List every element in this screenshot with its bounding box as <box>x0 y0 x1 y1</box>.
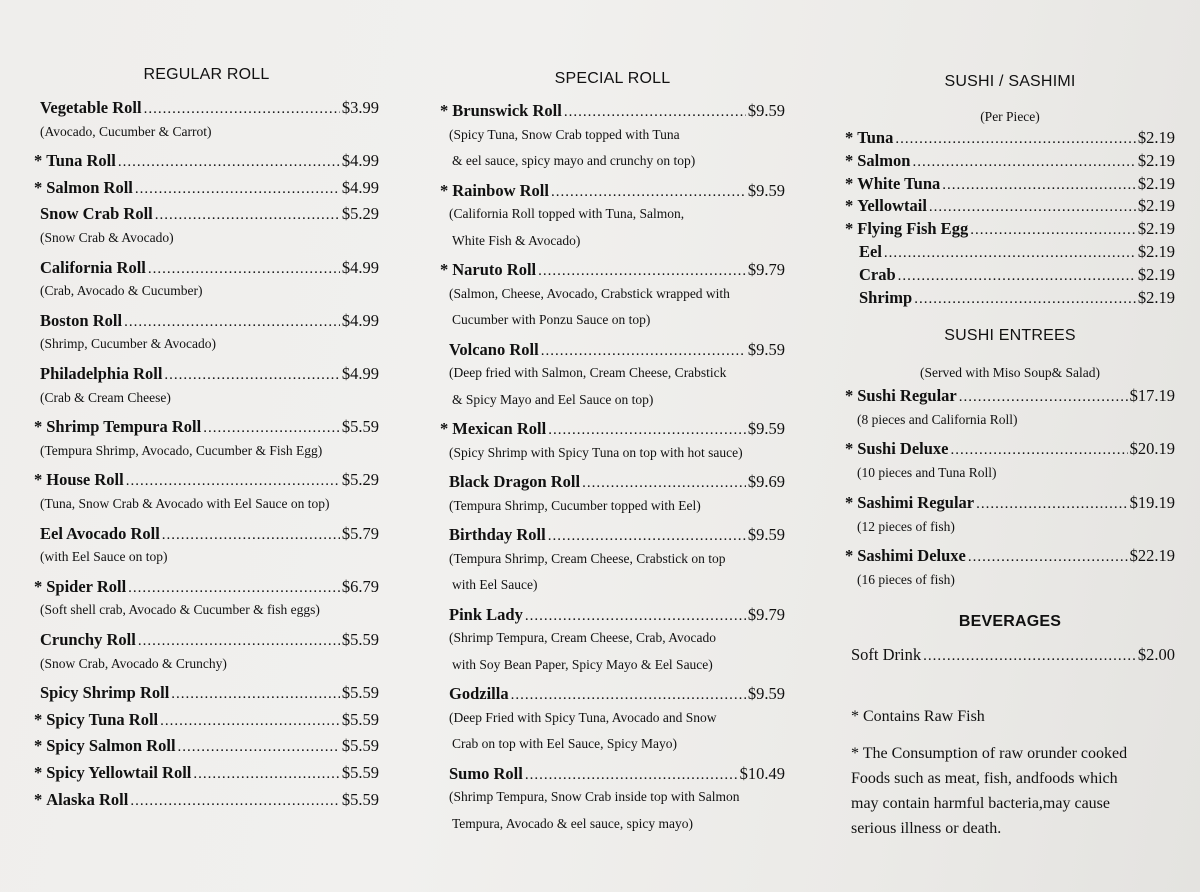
menu-item-price: $2.19 <box>1137 128 1175 147</box>
raw-fish-note: * Contains Raw Fish <box>851 708 985 725</box>
menu-item-name <box>34 710 158 730</box>
dot-leader <box>548 422 746 439</box>
menu-item-label: Crunchy Roll <box>40 630 136 649</box>
raw-fish-asterisk: * <box>845 219 854 239</box>
menu-item-price: $9.59 <box>747 339 785 359</box>
menu-item-name <box>440 181 549 201</box>
menu-item-name <box>34 178 133 198</box>
dot-leader <box>541 343 746 360</box>
dot-leader <box>130 793 340 810</box>
menu-item-name <box>845 288 912 308</box>
menu-item-description: (Tuna, Snow Crab & Avocado with Eel Sauce on top) <box>40 496 330 511</box>
menu-item-description: (Crab & Cream Cheese) <box>40 389 171 405</box>
menu-item-price: $9.59 <box>747 419 785 438</box>
menu-item-description: Cucumber with Ponzu Sauce on top) <box>452 312 651 327</box>
menu-item-row <box>34 151 379 177</box>
menu-item-label: Spicy Shrimp Roll <box>40 683 170 703</box>
dot-leader <box>162 527 340 544</box>
menu-item-price: $10.49 <box>739 763 785 783</box>
menu-item-name <box>845 546 966 566</box>
menu-item-description: (Avocado, Cucumber & Carrot) <box>40 123 212 139</box>
menu-item-row <box>845 288 1175 314</box>
raw-fish-asterisk: * <box>34 151 43 171</box>
menu-item-price: $2.00 <box>1137 645 1175 664</box>
dot-leader <box>914 291 1136 308</box>
menu-item-description: (12 pieces of fish) <box>857 518 955 534</box>
dot-leader <box>171 686 340 703</box>
menu-item-name <box>34 311 122 331</box>
dot-leader <box>976 496 1127 513</box>
dot-leader <box>164 367 339 384</box>
menu-item-label: Spicy Yellowtail Roll <box>46 763 192 782</box>
consumption-warning <box>851 741 1175 841</box>
menu-item-price: $9.69 <box>747 472 785 491</box>
menu-item-price: $4.99 <box>341 364 379 383</box>
menu-item-description: (Spicy Tuna, Snow Crab topped with Tuna <box>449 126 680 142</box>
menu-item-price: $4.99 <box>341 151 379 171</box>
menu-item-label: House Roll <box>46 470 124 490</box>
menu-item-label: Salmon <box>857 150 911 170</box>
menu-item-description: (with Eel Sauce on top) <box>40 549 168 565</box>
menu-item-label: Spider Roll <box>46 576 127 596</box>
menu-item-price: $5.59 <box>341 683 379 703</box>
menu-item-description: & eel sauce, spicy mayo and crunchy on top) <box>452 153 696 168</box>
menu-item-description: (8 pieces and California Roll) <box>857 412 1018 427</box>
menu-item-name <box>34 151 116 171</box>
raw-fish-asterisk: * <box>440 101 449 120</box>
menu-item-label: Salmon Roll <box>46 177 133 197</box>
raw-fish-asterisk: * <box>845 173 854 193</box>
menu-item-price: $2.19 <box>1137 287 1175 307</box>
menu-item-label: White Tuna <box>857 173 941 193</box>
warning-line: may contain harmful bacteria,may cause <box>851 795 1110 812</box>
menu-item-name <box>34 790 128 810</box>
menu-item-name <box>440 472 580 492</box>
menu-item-price: $20.19 <box>1129 439 1175 459</box>
menu-item-description: (Deep fried with Salmon, Cream Cheese, Crabstick <box>449 365 727 380</box>
menu-item-price: $2.19 <box>1137 219 1175 239</box>
warning-line: Foods such as meat, fish, andfoods which <box>851 770 1118 787</box>
menu-item-label: Soft Drink <box>851 645 922 664</box>
menu-item-name <box>440 101 562 121</box>
menu-item-name <box>34 736 176 756</box>
dot-leader <box>135 181 340 198</box>
menu-item-row <box>34 763 379 789</box>
dot-leader <box>155 207 340 224</box>
menu-item-price: $5.29 <box>341 204 379 224</box>
menu-item-name <box>34 630 136 650</box>
raw-fish-asterisk: * <box>845 439 854 459</box>
dot-leader <box>884 245 1136 262</box>
menu-item-description: White Fish & Avocado) <box>452 232 581 248</box>
menu-item-name <box>34 98 142 118</box>
dot-leader <box>950 442 1127 459</box>
menu-item-row <box>34 178 379 204</box>
menu-item-price: $2.19 <box>1137 173 1175 193</box>
raw-fish-asterisk: * <box>845 386 854 405</box>
dot-leader <box>525 608 746 625</box>
raw-fish-asterisk: * <box>34 736 43 756</box>
menu-item-label: Shrimp Tempura Roll <box>46 417 202 437</box>
menu-item-label: Crab <box>859 264 896 284</box>
dot-leader <box>912 154 1135 171</box>
special-roll-heading: SPECIAL ROLL <box>554 70 671 87</box>
menu-item-label: Sushi Deluxe <box>857 439 949 459</box>
menu-item-description: (Deep Fried with Spicy Tuna, Avocado and Snow <box>449 709 717 725</box>
raw-fish-asterisk: * <box>34 576 43 596</box>
dot-leader <box>929 199 1136 216</box>
menu-item-price: $9.59 <box>747 525 785 544</box>
menu-item-price: $6.79 <box>341 576 379 596</box>
menu-item-description: with Soy Bean Paper, Spicy Mayo & Eel Sauce) <box>452 656 713 672</box>
dot-leader <box>128 580 340 597</box>
menu-item-name <box>34 763 191 783</box>
dot-leader <box>551 184 746 201</box>
dot-leader <box>564 104 746 121</box>
menu-item-description: (Spicy Shrimp with Spicy Tuna on top with hot sauce) <box>449 444 743 460</box>
dot-leader <box>160 713 340 730</box>
menu-item-description: & Spicy Mayo and Eel Sauce on top) <box>452 391 654 407</box>
menu-item-label: Godzilla <box>449 684 509 703</box>
dot-leader <box>923 648 1136 665</box>
menu-item-description: (16 pieces of fish) <box>857 571 955 587</box>
menu-item-description: Tempura, Avocado & eel sauce, spicy mayo) <box>452 815 693 831</box>
menu-item-name <box>845 265 896 285</box>
menu-item-label: Mexican Roll <box>452 419 547 438</box>
regular-roll-heading: REGULAR ROLL <box>143 66 270 83</box>
menu-item-name <box>845 151 910 171</box>
menu-item-name <box>845 174 940 194</box>
menu-item-price: $3.99 <box>341 98 379 117</box>
raw-fish-asterisk: * <box>34 417 43 437</box>
raw-fish-asterisk: * <box>440 180 449 200</box>
menu-item-label: Yellowtail <box>857 196 927 216</box>
raw-fish-asterisk: * <box>845 545 854 565</box>
menu-item-description: (Salmon, Cheese, Avocado, Crabstick wrapped with <box>449 285 730 301</box>
menu-item-price: $17.19 <box>1129 386 1175 405</box>
raw-fish-asterisk: * <box>34 789 43 809</box>
menu-item-price: $9.59 <box>747 684 785 703</box>
menu-item-label: Tuna <box>857 128 894 147</box>
menu-item-price: $5.59 <box>341 709 379 729</box>
menu-item-name <box>440 605 523 625</box>
dot-leader <box>525 767 738 784</box>
raw-fish-asterisk: * <box>34 709 43 729</box>
dot-leader <box>203 420 340 437</box>
beverages-heading: BEVERAGES <box>958 613 1062 630</box>
menu-item-description: (10 pieces and Tuna Roll) <box>857 465 997 481</box>
menu-item-label: Black Dragon Roll <box>449 472 581 491</box>
menu-item-label: Sashimi Regular <box>857 492 975 512</box>
menu-item-row <box>34 790 379 816</box>
raw-fish-asterisk: * <box>440 260 449 279</box>
menu-item-name <box>34 470 124 490</box>
menu-item-description: (Tempura Shrimp, Avocado, Cucumber & Fish Egg) <box>40 442 323 458</box>
menu-item-label: Birthday Roll <box>449 525 546 544</box>
dot-leader <box>970 222 1136 239</box>
menu-item-label: Pink Lady <box>449 604 523 624</box>
raw-fish-asterisk: * <box>845 492 854 512</box>
menu-item-price: $5.29 <box>341 470 379 490</box>
dot-leader <box>124 314 340 331</box>
menu-item-description: (Shrimp Tempura, Cream Cheese, Crab, Avocado <box>449 630 716 645</box>
menu-item-price: $9.59 <box>747 180 785 200</box>
menu-item-name <box>34 577 126 597</box>
menu-item-description: (Snow Crab & Avocado) <box>40 230 174 245</box>
menu-item-price: $22.19 <box>1129 545 1175 565</box>
menu-item-description: (Snow Crab, Avocado & Crunchy) <box>40 655 227 671</box>
raw-fish-asterisk: * <box>845 128 854 147</box>
dot-leader <box>942 177 1136 194</box>
menu-item-name <box>34 524 160 544</box>
dot-leader <box>148 261 340 278</box>
menu-item-label: Sashimi Deluxe <box>857 545 966 565</box>
menu-item-label: Spicy Salmon Roll <box>46 736 176 756</box>
raw-fish-asterisk: * <box>845 150 854 170</box>
menu-item-name <box>845 242 882 262</box>
warning-line: * The Consumption of raw orunder cooked <box>851 745 1128 762</box>
menu-item-label: Naruto Roll <box>452 260 537 279</box>
dot-leader <box>144 101 340 118</box>
menu-item-description: (California Roll topped with Tuna, Salmon, <box>449 206 685 221</box>
menu-item-label: Boston Roll <box>40 310 123 330</box>
menu-item-label: Snow Crab Roll <box>40 204 153 224</box>
menu-item-name <box>440 525 546 545</box>
menu-item-row <box>34 683 379 709</box>
menu-item-label: Volcano Roll <box>449 339 539 359</box>
menu-item-price: $5.59 <box>341 417 379 437</box>
menu-item-price: $5.59 <box>341 630 379 649</box>
menu-item-price: $5.59 <box>341 736 379 756</box>
menu-item-description: (Tempura Shrimp, Cream Cheese, Crabstick on top <box>449 550 726 566</box>
menu-item-label: Shrimp <box>859 287 913 307</box>
menu-item-name <box>440 340 539 360</box>
menu-item-row <box>34 710 379 736</box>
menu-item-name <box>440 684 509 704</box>
menu-item-name <box>845 645 921 665</box>
dot-leader <box>511 687 746 704</box>
raw-fish-asterisk: * <box>440 419 449 438</box>
sushi-sashimi-subtitle: (Per Piece) <box>980 109 1040 124</box>
menu-item-label: Sumo Roll <box>449 763 523 783</box>
menu-item-label: Alaska Roll <box>46 789 129 809</box>
menu-item-label: Flying Fish Egg <box>857 219 969 239</box>
dot-leader <box>138 633 340 650</box>
dot-leader <box>126 473 340 490</box>
dot-leader <box>118 154 340 171</box>
warning-line: serious illness or death. <box>851 820 1002 837</box>
menu-item-row <box>34 736 379 762</box>
menu-item-description: (Crab, Avocado & Cucumber) <box>40 283 203 299</box>
menu-item-label: Spicy Tuna Roll <box>46 709 159 729</box>
menu-item-name <box>845 219 968 239</box>
menu-item-label: Tuna Roll <box>46 151 116 171</box>
raw-fish-asterisk: * <box>34 177 43 197</box>
raw-fish-asterisk: * <box>845 196 854 216</box>
menu-item-price: $9.79 <box>747 260 785 279</box>
menu-item-label: Philadelphia Roll <box>40 364 163 383</box>
menu-item-price: $4.99 <box>341 257 379 277</box>
menu-item-description: (Tempura Shrimp, Cucumber topped with Eel) <box>449 497 701 513</box>
menu-item-label: Rainbow Roll <box>452 180 549 200</box>
menu-item-name <box>440 260 536 280</box>
menu-item-name <box>34 364 162 384</box>
menu-item-name <box>440 419 546 439</box>
dot-leader <box>178 739 340 756</box>
menu-item-description: (Shrimp Tempura, Snow Crab inside top with Salmon <box>449 789 740 804</box>
menu-item-label: Eel <box>859 242 882 261</box>
menu-item-description: (Soft shell crab, Avocado & Cucumber & fish eggs) <box>40 602 320 618</box>
menu-item-price: $9.79 <box>747 604 785 624</box>
menu-item-description: (Shrimp, Cucumber & Avocado) <box>40 336 216 352</box>
menu-item-price: $5.59 <box>341 789 379 809</box>
menu-item-name <box>845 493 974 513</box>
sushi-sashimi-heading: SUSHI / SASHIMI <box>944 73 1076 90</box>
raw-fish-asterisk: * <box>34 470 43 490</box>
menu-item-description: with Eel Sauce) <box>452 577 538 592</box>
menu-item-name <box>34 258 146 278</box>
menu-item-name <box>845 128 893 148</box>
menu-item-name <box>34 683 169 703</box>
menu-item-price: $2.19 <box>1137 242 1175 261</box>
menu-item-price: $2.19 <box>1137 196 1175 216</box>
menu-item-name <box>845 439 948 459</box>
dot-leader <box>895 131 1136 148</box>
menu-item-price: $4.99 <box>341 177 379 197</box>
dot-leader <box>898 268 1136 285</box>
menu-item-label: Sushi Regular <box>857 386 957 405</box>
menu-item-name <box>34 204 153 224</box>
menu-item-description: Crab on top with Eel Sauce, Spicy Mayo) <box>452 736 677 751</box>
dot-leader <box>582 475 746 492</box>
menu-item-label: Vegetable Roll <box>40 98 142 117</box>
menu-item-label: Eel Avocado Roll <box>40 523 160 543</box>
menu-item-price: $2.19 <box>1137 150 1175 170</box>
menu-item-name <box>845 386 957 406</box>
menu-item-label: California Roll <box>40 257 146 277</box>
dot-leader <box>959 389 1128 406</box>
menu-item-price: $9.59 <box>747 101 785 120</box>
sushi-entrees-heading: SUSHI ENTREES <box>944 327 1076 344</box>
menu-item-price: $5.79 <box>341 523 379 543</box>
dot-leader <box>193 766 339 783</box>
menu-item-price: $5.59 <box>341 763 379 782</box>
menu-item-name <box>440 764 523 784</box>
menu-item-label: Brunswick Roll <box>452 101 562 120</box>
menu-item-row <box>845 645 1175 671</box>
raw-fish-asterisk: * <box>34 763 43 782</box>
menu-item-name <box>34 417 201 437</box>
dot-leader <box>538 263 746 280</box>
dot-leader <box>968 549 1128 566</box>
menu-item-price: $4.99 <box>341 310 379 330</box>
menu-item-price: $2.19 <box>1137 264 1175 284</box>
menu-item-price: $19.19 <box>1129 492 1175 512</box>
dot-leader <box>548 528 746 545</box>
sushi-entrees-subtitle: (Served with Miso Soup& Salad) <box>920 365 1100 380</box>
menu-item-name <box>845 196 927 216</box>
